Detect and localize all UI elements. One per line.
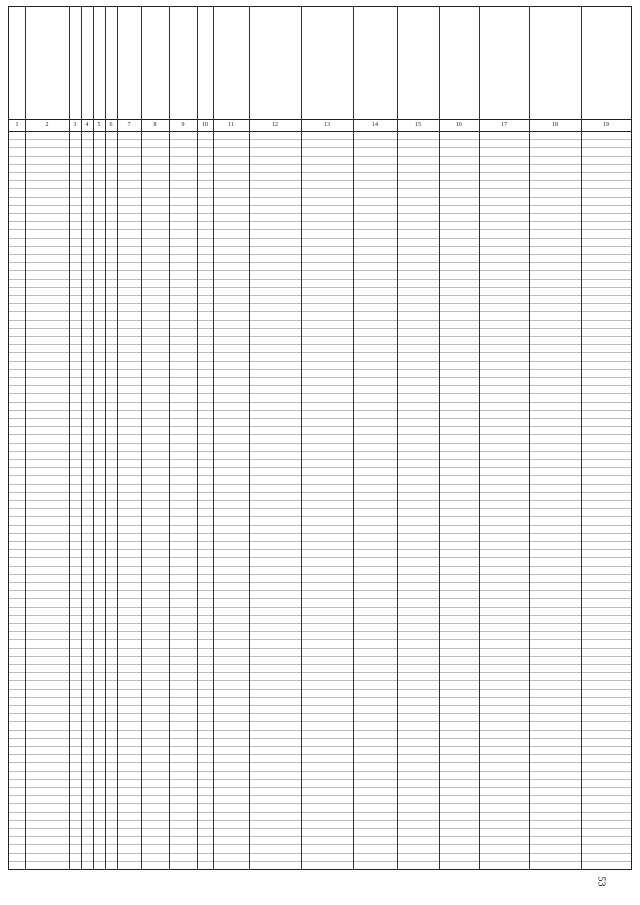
row-divider: [9, 172, 631, 173]
row-divider: [9, 705, 631, 706]
row-divider: [9, 402, 631, 403]
row-divider: [9, 697, 631, 698]
row-divider: [9, 648, 631, 649]
row-divider: [9, 197, 631, 198]
column-divider: [397, 7, 398, 869]
row-divider: [9, 771, 631, 772]
row-divider: [9, 426, 631, 427]
row-divider: [9, 443, 631, 444]
row-divider: [9, 861, 631, 862]
column-number: 6: [109, 122, 113, 128]
column-number: 2: [45, 122, 49, 128]
column-number: 16: [456, 122, 462, 128]
column-divider: [197, 7, 198, 869]
row-divider: [9, 730, 631, 731]
row-divider: [9, 393, 631, 394]
column-number: 18: [552, 122, 558, 128]
row-divider: [9, 410, 631, 411]
row-divider: [9, 795, 631, 796]
row-divider: [9, 270, 631, 271]
column-number: 11: [228, 122, 234, 128]
row-divider: [9, 369, 631, 370]
row-divider: [9, 812, 631, 813]
column-divider: [213, 7, 214, 869]
row-divider: [9, 352, 631, 353]
column-number: 9: [181, 122, 185, 128]
row-divider: [9, 844, 631, 845]
row-divider: [9, 566, 631, 567]
column-number: 10: [202, 122, 208, 128]
table-body: [9, 131, 631, 869]
row-divider: [9, 188, 631, 189]
row-divider: [9, 164, 631, 165]
row-divider: [9, 147, 631, 148]
row-divider: [9, 689, 631, 690]
row-divider: [9, 762, 631, 763]
row-divider: [9, 557, 631, 558]
row-divider: [9, 656, 631, 657]
column-divider: [105, 7, 106, 869]
row-divider: [9, 279, 631, 280]
column-number: 3: [73, 122, 77, 128]
row-divider: [9, 139, 631, 140]
row-divider: [9, 328, 631, 329]
row-divider: [9, 295, 631, 296]
row-divider: [9, 574, 631, 575]
column-divider: [117, 7, 118, 869]
row-divider: [9, 475, 631, 476]
row-divider: [9, 492, 631, 493]
row-divider: [9, 508, 631, 509]
row-divider: [9, 246, 631, 247]
row-divider: [9, 467, 631, 468]
row-divider: [9, 738, 631, 739]
column-number: 14: [372, 122, 378, 128]
column-divider: [479, 7, 480, 869]
column-divider: [249, 7, 250, 869]
row-divider: [9, 820, 631, 821]
row-divider: [9, 541, 631, 542]
row-divider: [9, 451, 631, 452]
row-divider: [9, 385, 631, 386]
row-divider: [9, 713, 631, 714]
column-divider: [169, 7, 170, 869]
column-divider: [93, 7, 94, 869]
row-divider: [9, 779, 631, 780]
row-divider: [9, 238, 631, 239]
column-number: 15: [415, 122, 421, 128]
column-number: 17: [501, 122, 507, 128]
row-divider: [9, 672, 631, 673]
column-divider: [529, 7, 530, 869]
column-number: 13: [324, 122, 330, 128]
column-number: 8: [153, 122, 157, 128]
table-header-band: [9, 7, 631, 120]
row-divider: [9, 221, 631, 222]
row-divider: [9, 664, 631, 665]
row-divider: [9, 533, 631, 534]
row-divider: [9, 639, 631, 640]
column-divider: [353, 7, 354, 869]
row-divider: [9, 836, 631, 837]
row-divider: [9, 418, 631, 419]
row-divider: [9, 787, 631, 788]
row-divider: [9, 746, 631, 747]
column-divider: [581, 7, 582, 869]
row-divider: [9, 254, 631, 255]
row-divider: [9, 156, 631, 157]
column-number: 1: [15, 122, 19, 128]
row-divider: [9, 180, 631, 181]
column-divider: [81, 7, 82, 869]
row-divider: [9, 607, 631, 608]
row-divider: [9, 434, 631, 435]
column-number: 5: [97, 122, 101, 128]
row-divider: [9, 361, 631, 362]
row-divider: [9, 549, 631, 550]
row-divider: [9, 303, 631, 304]
row-divider: [9, 590, 631, 591]
row-divider: [9, 484, 631, 485]
row-divider: [9, 680, 631, 681]
row-divider: [9, 229, 631, 230]
row-divider: [9, 598, 631, 599]
row-divider: [9, 623, 631, 624]
column-divider: [141, 7, 142, 869]
row-divider: [9, 311, 631, 312]
row-divider: [9, 287, 631, 288]
row-divider: [9, 828, 631, 829]
column-number: 4: [85, 122, 89, 128]
row-divider: [9, 853, 631, 854]
row-divider: [9, 615, 631, 616]
column-divider: [439, 7, 440, 869]
row-divider: [9, 721, 631, 722]
row-divider: [9, 213, 631, 214]
column-number: 7: [127, 122, 131, 128]
row-divider: [9, 205, 631, 206]
row-divider: [9, 631, 631, 632]
row-divider: [9, 320, 631, 321]
row-divider: [9, 262, 631, 263]
row-divider: [9, 344, 631, 345]
column-number: 19: [603, 122, 609, 128]
row-divider: [9, 582, 631, 583]
page-number: 53: [595, 876, 607, 887]
row-divider: [9, 525, 631, 526]
row-divider: [9, 336, 631, 337]
column-divider: [301, 7, 302, 869]
row-divider: [9, 500, 631, 501]
column-number: 12: [272, 122, 278, 128]
row-divider: [9, 754, 631, 755]
column-divider: [25, 7, 26, 869]
row-divider: [9, 459, 631, 460]
row-divider: [9, 516, 631, 517]
row-divider: [9, 803, 631, 804]
rotated-data-table: [8, 6, 632, 870]
row-divider: [9, 377, 631, 378]
column-divider: [69, 7, 70, 869]
